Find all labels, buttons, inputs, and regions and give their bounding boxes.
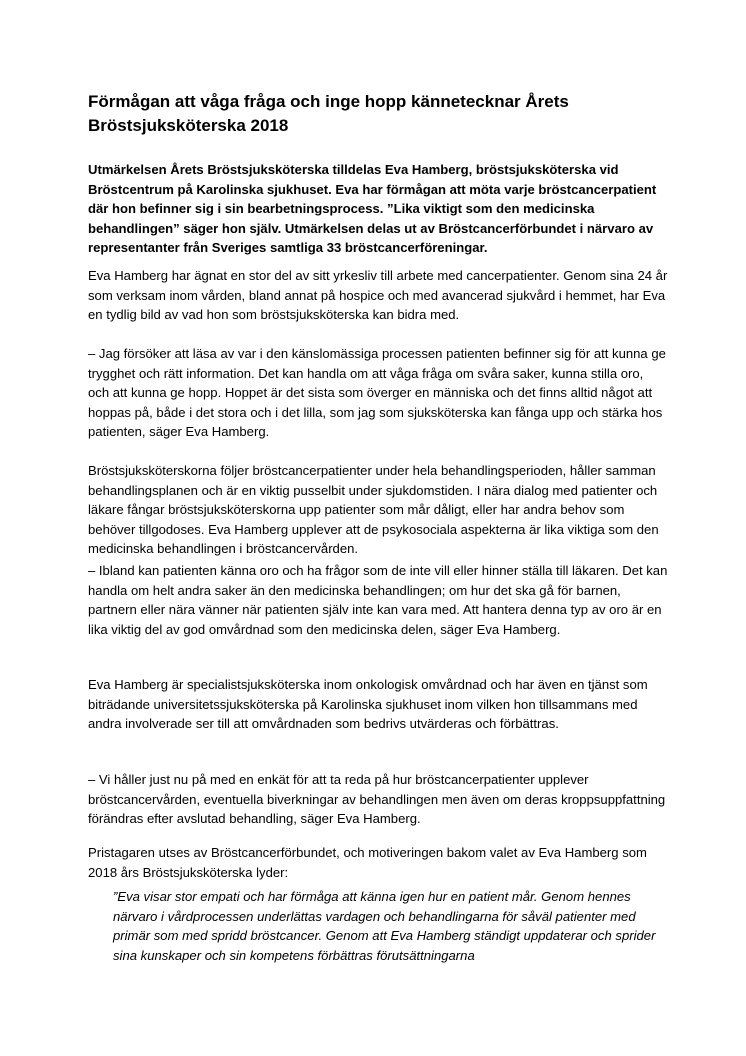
paragraph: Pristagaren utses av Bröstcancerförbundet, och motiveringen bakom valet av Eva Hamberg som 2018 års Bröstsjuksköterska lyder:	[88, 845, 647, 880]
citation-quote: ”Eva visar stor empati och har förmåga att känna igen hur en patient mår. Genom hennes närvaro i vårdprocessen underlättas vardagen och behandlingarna för såväl patienter med primär som med spridd bröstcancer. Genom att Eva Hamberg ständigt uppdaterar och sprider sina kunskaper och sin kompetens förbättras förutsättningarna	[113, 889, 656, 963]
quote-paragraph: – Jag försöker att läsa av var i den känslomässiga processen patienten befinner sig för att kunna ge trygghet och rätt information. Det kan handla om att våga fråga om svåra saker, kunna stilla oro, och att kunna ge hopp. Hoppet är det sista som överger en människa och det finns alltid något att hoppas på, både i det stora och i det lilla, som jag som sjuksköterska kan fånga upp och stärka hos patienten, säger Eva Hamberg.	[88, 346, 666, 439]
paragraph: Eva Hamberg är specialistsjuksköterska inom onkologisk omvårdnad och har även en tjänst som biträdande universitetssjuksköterska på Karolinska sjukhuset inom vilken hon tillsammans med andra involverade ser till att omvårdnaden som bedrivs utvärderas och förbättras.	[88, 677, 648, 731]
article-title: Förmågan att våga fråga och inge hopp kännetecknar Årets Bröstsjuksköterska 2018	[88, 92, 569, 135]
paragraph: Bröstsjuksköterskorna följer bröstcancerpatienter under hela behandlingsperioden, håller samman behandlingsplanen och är en viktig pusselbit under sjukdomstiden. I nära dialog med patienter och läkare fångar bröstsjuksköterskorna upp patienter som mår dåligt, eller har andra behov som behöver tillgodoses. Eva Hamberg upplever att de psykosociala aspekterna är lika viktiga som den medicinska behandlingen i bröstcancervården.	[88, 463, 659, 556]
article-lead: Utmärkelsen Årets Bröstsjuksköterska tilldelas Eva Hamberg, bröstsjuksköterska vid Bröstcentrum på Karolinska sjukhuset. Eva har förmågan att möta varje bröstcancerpatient där hon befinner sig i sin bearbetningsprocess. ”Lika viktigt som den medicinska behandlingen” säger hon själv. Utmärkelsen delas ut av Bröstcancerförbundet i närvaro av representanter från Sveriges samtliga 33 bröstcancerföreningar.	[88, 162, 657, 255]
quote-paragraph: – Vi håller just nu på med en enkät för att ta reda på hur bröstcancerpatienter upplever bröstcancervården, eventuella biverkningar av behandlingen men även om deras kroppsuppfattning förändras efter avslutad behandling, säger Eva Hamberg.	[88, 772, 666, 826]
paragraph: Eva Hamberg har ägnat en stor del av sitt yrkesliv till arbete med cancerpatienter. Genom sina 24 år som verksam inom vården, bland annat på hospice och med avancerad sjukvård i hemmet, har Eva en tydlig bild av vad hon som bröstsjuksköterska kan bidra med.	[88, 268, 668, 322]
quote-paragraph: – Ibland kan patienten känna oro och ha frågor som de inte vill eller hinner ställa till läkaren. Det kan handla om helt andra saker än den medicinska behandlingen; om hur det ska gå för barnen, partnern eller nära vänner när patienten själv inte kan vara med. Att hantera denna typ av oro är en lika viktig del av god omvårdnad som den medicinska delen, säger Eva Hamberg.	[88, 563, 668, 637]
